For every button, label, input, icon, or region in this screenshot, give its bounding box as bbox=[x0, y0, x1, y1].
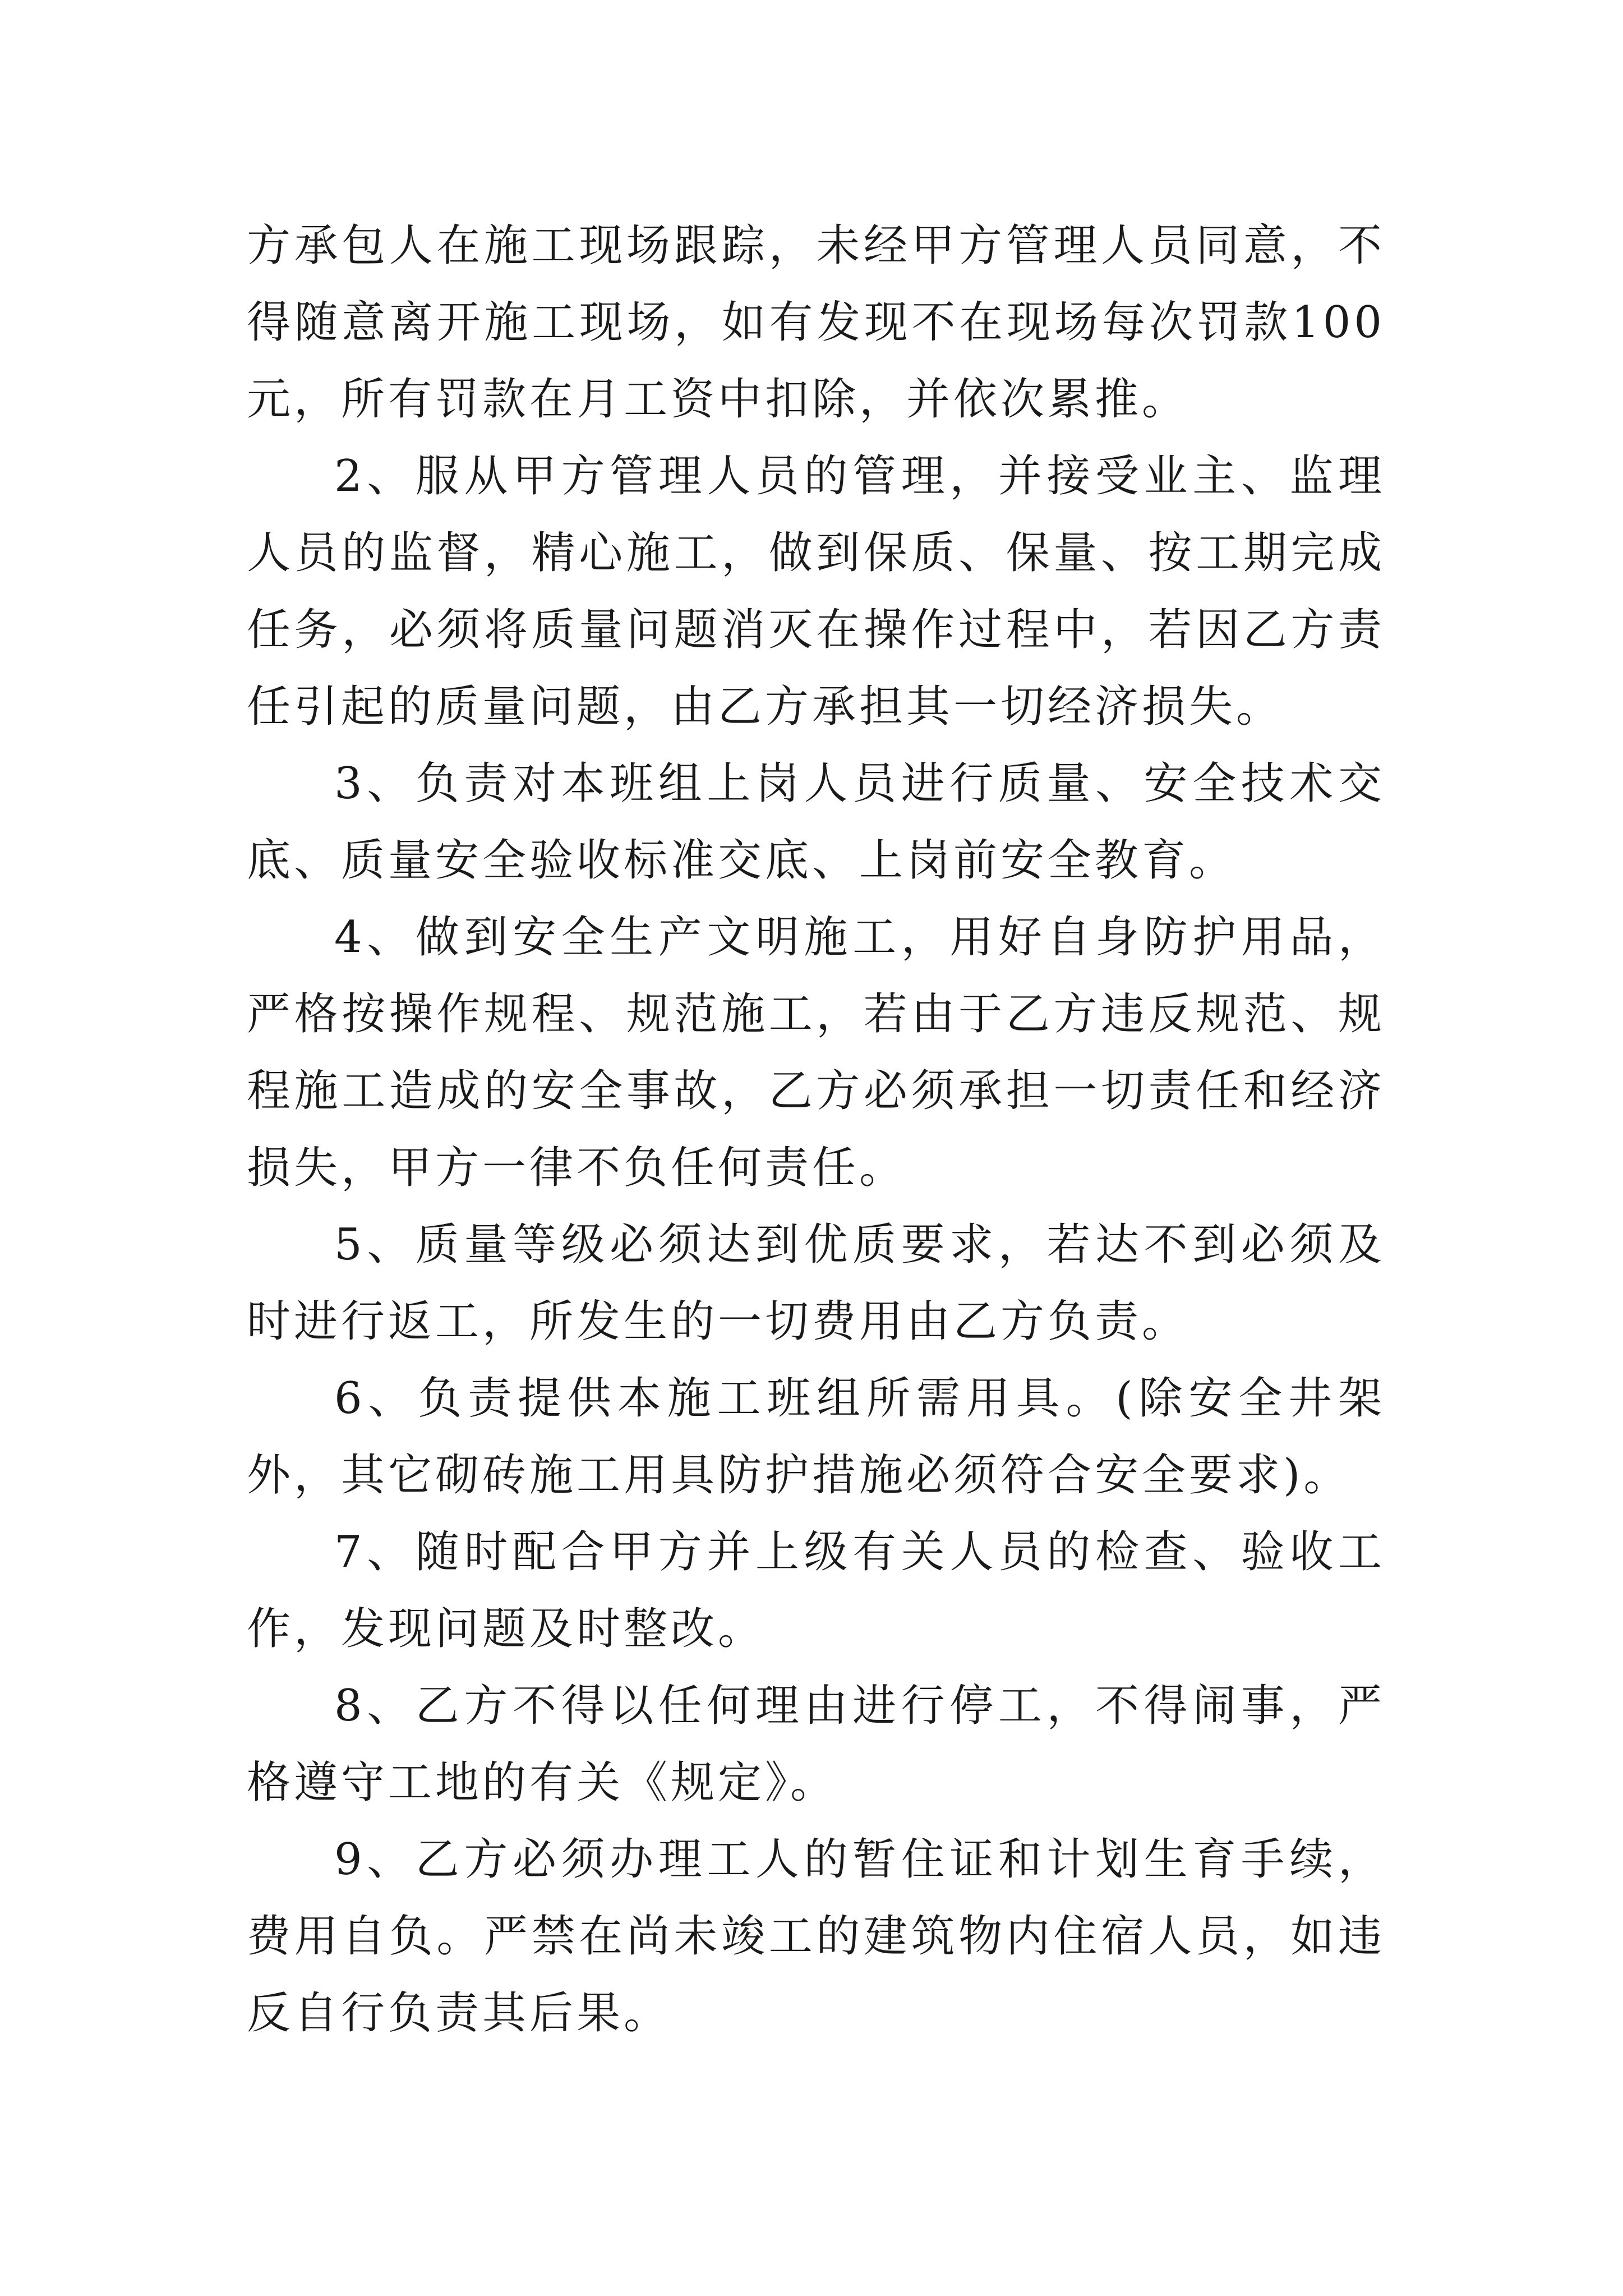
paragraph-continued: 方承包人在施工现场跟踪，未经甲方管理人员同意，不得随意离开施工现场，如有发现不在现场每次罚款100元，所有罚款在月工资中扣除，并依次累推。 bbox=[247, 220, 1385, 425]
paragraph-item-3: 3、负责对本班组上岗人员进行质量、安全技术交底、质量安全验收标准交底、上岗前安全教育。 bbox=[247, 758, 1385, 886]
paragraph-item-8: 8、乙方不得以任何理由进行停工，不得闹事，严格遵守工地的有关《规定》。 bbox=[247, 1681, 1385, 1808]
paragraph-item-6: 6、负责提供本施工班组所需用具。(除安全井架外，其它砌砖施工用具防护措施必须符合安全要求)。 bbox=[247, 1373, 1385, 1501]
document-body bbox=[247, 208, 1385, 2052]
paragraph-item-5: 5、质量等级必须达到优质要求，若达不到必须及时进行返工，所发生的一切费用由乙方负责。 bbox=[247, 1220, 1385, 1347]
paragraph-item-4: 4、做到安全生产文明施工，用好自身防护用品，严格按操作规程、规范施工，若由于乙方违反规范、规程施工造成的安全事故，乙方必须承担一切责任和经济损失，甲方一律不负任何责任。 bbox=[247, 912, 1385, 1193]
paragraph-item-7: 7、随时配合甲方并上级有关人员的检查、验收工作，发现问题及时整改。 bbox=[247, 1527, 1385, 1654]
paragraph-item-9: 9、乙方必须办理工人的暂住证和计划生育手续，费用自负。严禁在尚未竣工的建筑物内住宿人员，如违反自行负责其后果。 bbox=[247, 1834, 1385, 2039]
paragraph-item-2: 2、服从甲方管理人员的管理，并接受业主、监理人员的监督，精心施工，做到保质、保量、按工期完成任务，必须将质量问题消灭在操作过程中，若因乙方责任引起的质量问题，由乙方承担其一切经济损失。 bbox=[247, 451, 1385, 732]
